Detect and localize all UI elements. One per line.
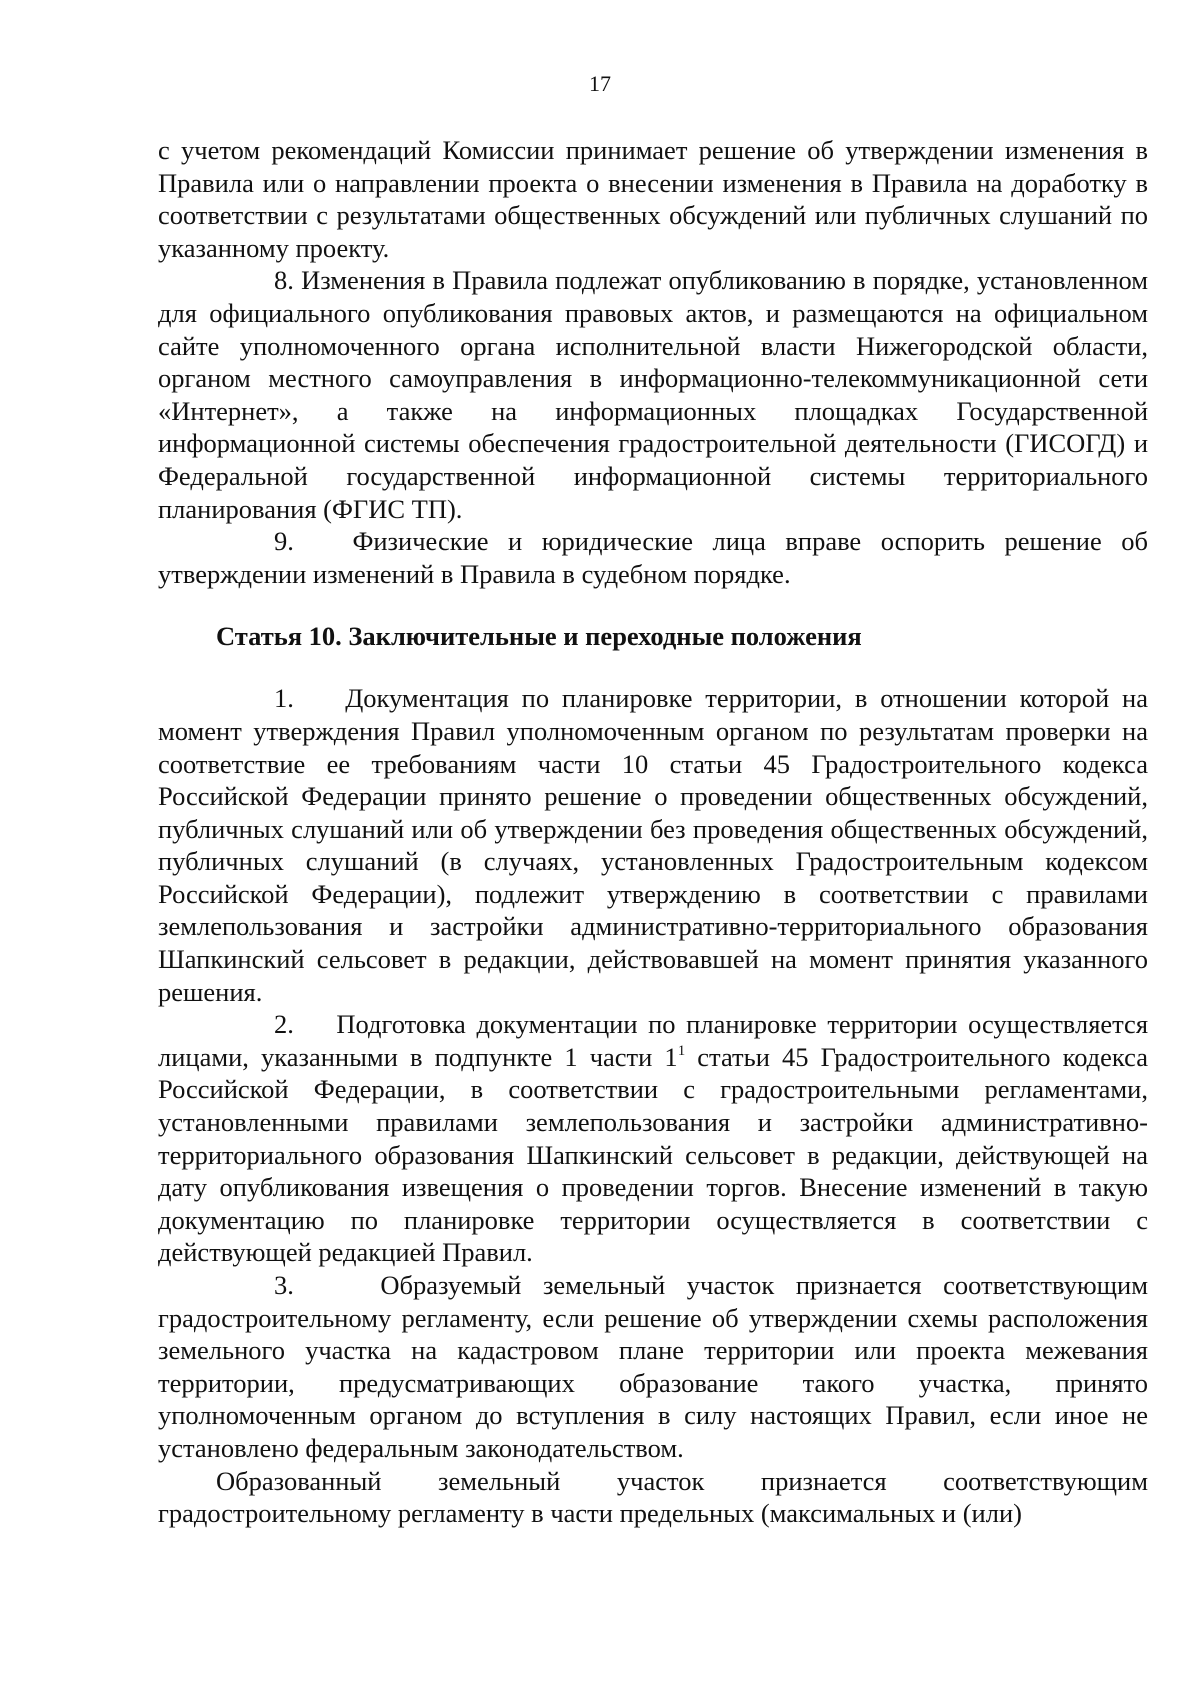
paragraph-item-9 xyxy=(158,525,1148,590)
item-text: Физические и юридические лица вправе оспорить решение об утверждении изменений в Правила в судебном порядке. xyxy=(158,526,1148,589)
superscript: 1 xyxy=(677,1042,686,1059)
paragraph-article10-item-3 xyxy=(158,1269,1148,1465)
item-number: 8. xyxy=(274,265,294,296)
document-body xyxy=(158,134,1148,1530)
paragraph-item-8 xyxy=(158,264,1148,525)
item-text: Документация по планировке территории, в отношении которой на момент утверждения Правил уполномоченным органом по результатам проверки на соответствие ее требованиям части 10 статьи 45 Градостроительного кодекса Российской Федерации принято решение о проведении общественных обсуждений, публичных слушаний или об утверждении без проведения общественных обсуждений, публичных слушаний (в случаях, установленных Градостроительным кодексом Российской Федерации), подлежит утверждению в соответствии с правилами землепользования и застройки административно-территориального образования Шапкинский сельсовет в редакции, действовавшей на момент принятия указанного решения. xyxy=(158,683,1149,1007)
item-text: Изменения в Правила подлежат опубликованию в порядке, установленном для официального опубликования правовых актов, и размещаются на официальном сайте уполномоченного органа исполнительной власти Нижегородской области, органом местного самоуправления в информационно-телекоммуникационной сети «Интернет», а также на информационных площадках Государственной информационной системы обеспечения градостроительной деятельности (ГИСОГД) и Федеральной государственной информационной системы территориального планирования (ФГИС ТП). xyxy=(158,265,1149,524)
item-text: Образуемый земельный участок признается соответствующим градостроительному регламенту, если решение об утверждении схемы расположения земельного участка на кадастровом плане территории или проекта межевания территории, предусматривающих образование такого участка, принято уполномоченным органом до вступления в силу настоящих Правил, если иное не установлено федеральным законодательством. xyxy=(158,1270,1149,1463)
paragraph-article10-item-2 xyxy=(158,1008,1148,1269)
item-number: 1. xyxy=(274,683,294,714)
item-number: 3. xyxy=(274,1270,294,1300)
paragraph-article10-item-3-continued: Образованный земельный участок признается соответствующим градостроительному регламенту в части предельных (максимальных и (или) xyxy=(158,1465,1148,1529)
page-number: 17 xyxy=(589,71,611,96)
paragraph-continuation: с учетом рекомендаций Комиссии принимает решение об утверждении изменения в Правила или о направлении проекта о внесении изменения в Правила на доработку в соответствии с результатами общественных обсуждений или публичных слушаний по указанному проекту. xyxy=(158,135,1148,263)
article-heading: Статья 10. Заключительные и переходные положения xyxy=(216,621,862,652)
item-text-continued: статьи 45 Градостроительного кодекса Российской Федерации, в соответствии с градостроительными регламентами, установленными правилами землепользования и застройки административно-территориального образования Шапкинский сельсовет в редакции, действующей на дату опубликования извещения о проведении торгов. Внесение изменений в такую документацию по планировке территории осуществляется в соответствии с действующей редакцией Правил. xyxy=(158,1041,1148,1268)
item-text: Подготовка документации по планировке территории осуществляется лицами, указанными в подпункте 1 части 1 xyxy=(158,1009,1149,1072)
item-number: 9. xyxy=(274,526,294,557)
paragraph-article10-item-1 xyxy=(158,682,1148,1008)
item-number: 2. xyxy=(274,1009,294,1040)
